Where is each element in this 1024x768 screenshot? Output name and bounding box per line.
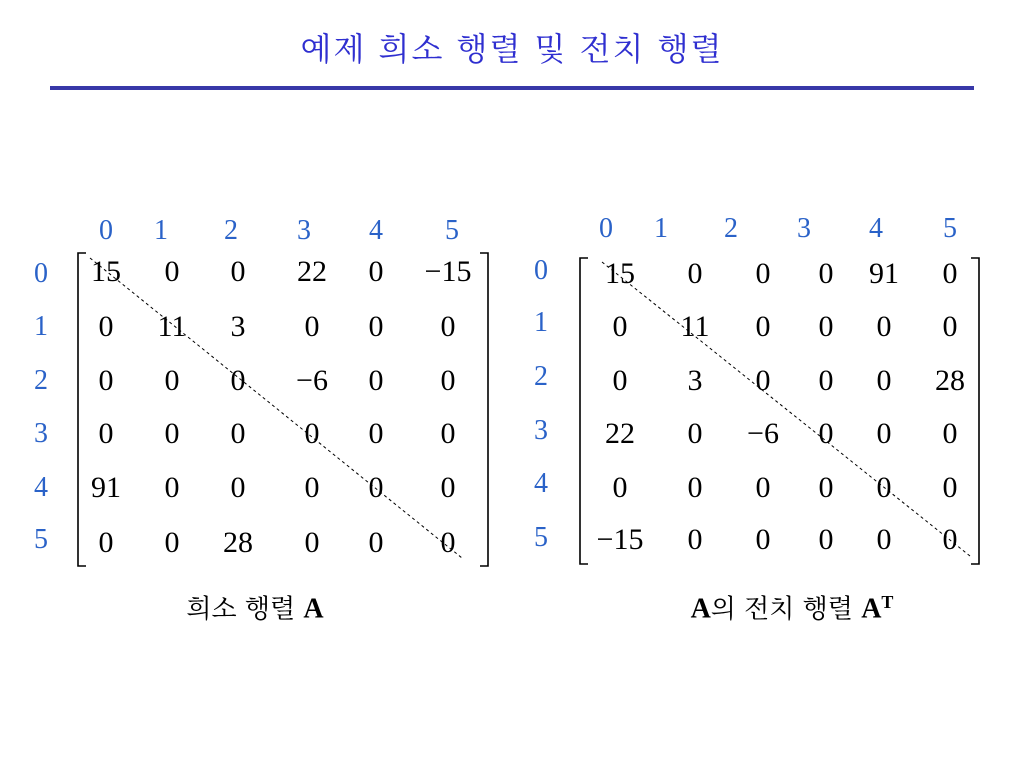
right-bracket: [480, 253, 488, 566]
matrix-cell: 3: [687, 364, 703, 397]
matrix-cell: 28: [223, 526, 253, 559]
matrix-cell: −6: [747, 417, 779, 450]
column-index-label: 4: [369, 215, 383, 246]
matrix-cell: 0: [818, 417, 834, 450]
caption-matrix-name-2: A: [861, 593, 882, 625]
matrix-cell: −15: [424, 255, 472, 288]
column-index-label: 5: [943, 213, 957, 244]
matrix-cell: 0: [230, 417, 246, 450]
slide-title: 예제 희소 행렬 및 전치 행렬: [300, 30, 724, 68]
matrix-cell: 0: [230, 255, 246, 288]
matrix-cell: 0: [98, 526, 114, 559]
matrix-cell: 0: [818, 310, 834, 343]
caption-prefix: 희소 행렬: [186, 594, 296, 625]
column-index-label: 3: [797, 213, 811, 244]
matrix-cell: 22: [297, 255, 327, 288]
matrix-cell: 0: [687, 417, 703, 450]
row-index-label: 3: [534, 415, 548, 446]
column-index-label: 0: [99, 215, 113, 246]
matrix-cell: 0: [230, 364, 246, 397]
row-index-label: 5: [534, 522, 548, 553]
column-index-label: 3: [297, 215, 311, 246]
matrix-cell: 0: [612, 310, 628, 343]
main-diagonal-line: [602, 262, 970, 556]
matrix-cell: 0: [164, 526, 180, 559]
matrix-cell: 0: [304, 310, 320, 343]
row-index-label: 1: [34, 311, 48, 342]
matrix-cell: 0: [440, 364, 456, 397]
matrix-cell: 0: [755, 310, 771, 343]
matrix-cell: 0: [440, 526, 456, 559]
matrix-cell: 28: [935, 364, 965, 397]
matrix-cell: 0: [368, 417, 384, 450]
caption-sparse-matrix: [186, 589, 323, 626]
matrix-cell: 0: [164, 417, 180, 450]
matrix-cell: 0: [368, 471, 384, 504]
matrix-cell: 0: [687, 471, 703, 504]
matrix-cell: 0: [942, 310, 958, 343]
matrix-cell: 0: [164, 471, 180, 504]
right-bracket: [971, 258, 979, 564]
matrix-cell: 0: [440, 310, 456, 343]
caption-transpose-matrix: [691, 589, 894, 626]
left-bracket: [580, 258, 588, 564]
caption-matrix-name: A: [690, 593, 711, 625]
matrix-cell: 0: [612, 471, 628, 504]
matrix-cell: 0: [876, 364, 892, 397]
left-bracket: [78, 253, 86, 566]
matrix-cell: 15: [605, 257, 635, 290]
row-index-label: 2: [534, 361, 548, 392]
matrix-cell: 0: [876, 310, 892, 343]
column-index-label: 5: [445, 215, 459, 246]
column-index-label: 1: [654, 213, 668, 244]
matrix-cell: 0: [368, 364, 384, 397]
matrix-cell: 0: [368, 310, 384, 343]
matrix-cell: 0: [942, 523, 958, 556]
matrix-cell: 0: [942, 417, 958, 450]
matrix-cell: 3: [230, 310, 246, 343]
matrix-cell: 11: [680, 310, 710, 343]
matrix-cell: 0: [612, 364, 628, 397]
matrix-cell: 0: [440, 417, 456, 450]
matrix-cell: −6: [296, 364, 328, 397]
caption-suffix: 의 전치 행렬: [710, 594, 853, 625]
matrix-cell: 0: [230, 471, 246, 504]
main-diagonal-line: [90, 258, 462, 558]
matrix-cell: 0: [368, 526, 384, 559]
matrix-cell: 0: [304, 471, 320, 504]
row-index-label: 3: [34, 418, 48, 449]
matrix-cell: 0: [755, 471, 771, 504]
row-index-label: 4: [34, 472, 48, 503]
matrix-cell: 0: [942, 471, 958, 504]
matrix-cell: 0: [164, 255, 180, 288]
row-index-label: 1: [534, 307, 548, 338]
matrix-cell: 0: [755, 523, 771, 556]
matrix-cell: 0: [818, 364, 834, 397]
column-index-label: 4: [869, 213, 883, 244]
row-index-label: 0: [534, 255, 548, 286]
matrix-cell: 22: [605, 417, 635, 450]
matrix-cell: 0: [98, 310, 114, 343]
row-index-label: 4: [534, 468, 548, 499]
matrix-cell: 11: [157, 310, 187, 343]
row-index-label: 2: [34, 365, 48, 396]
caption-matrix-name: A: [303, 593, 324, 625]
matrix-cell: 0: [368, 255, 384, 288]
column-index-label: 2: [724, 213, 738, 244]
matrix-cell: −15: [596, 523, 644, 556]
matrix-cell: 0: [98, 364, 114, 397]
matrix-cell: 0: [304, 526, 320, 559]
matrix-cell: 0: [755, 257, 771, 290]
matrix-cell: 0: [98, 417, 114, 450]
caption-transpose-superscript: T: [881, 591, 894, 612]
matrix-cell: 0: [818, 523, 834, 556]
matrix-cell: 0: [818, 471, 834, 504]
column-index-label: 2: [224, 215, 238, 246]
matrix-cell: 0: [687, 257, 703, 290]
matrix-cell: 0: [440, 471, 456, 504]
column-index-label: 0: [599, 213, 613, 244]
matrix-cell: 0: [304, 417, 320, 450]
matrix-cell: 0: [164, 364, 180, 397]
matrix-cell: 0: [818, 257, 834, 290]
matrix-cell: 0: [942, 257, 958, 290]
matrix-cell: 0: [876, 417, 892, 450]
column-index-label: 1: [154, 215, 168, 246]
matrix-cell: 91: [91, 471, 121, 504]
matrix-cell: 91: [869, 257, 899, 290]
matrix-cell: 15: [91, 255, 121, 288]
matrix-cell: 0: [755, 364, 771, 397]
row-index-label: 5: [34, 524, 48, 555]
matrix-cell: 0: [687, 523, 703, 556]
row-index-label: 0: [34, 258, 48, 289]
matrix-cell: 0: [876, 523, 892, 556]
matrix-cell: 0: [876, 471, 892, 504]
